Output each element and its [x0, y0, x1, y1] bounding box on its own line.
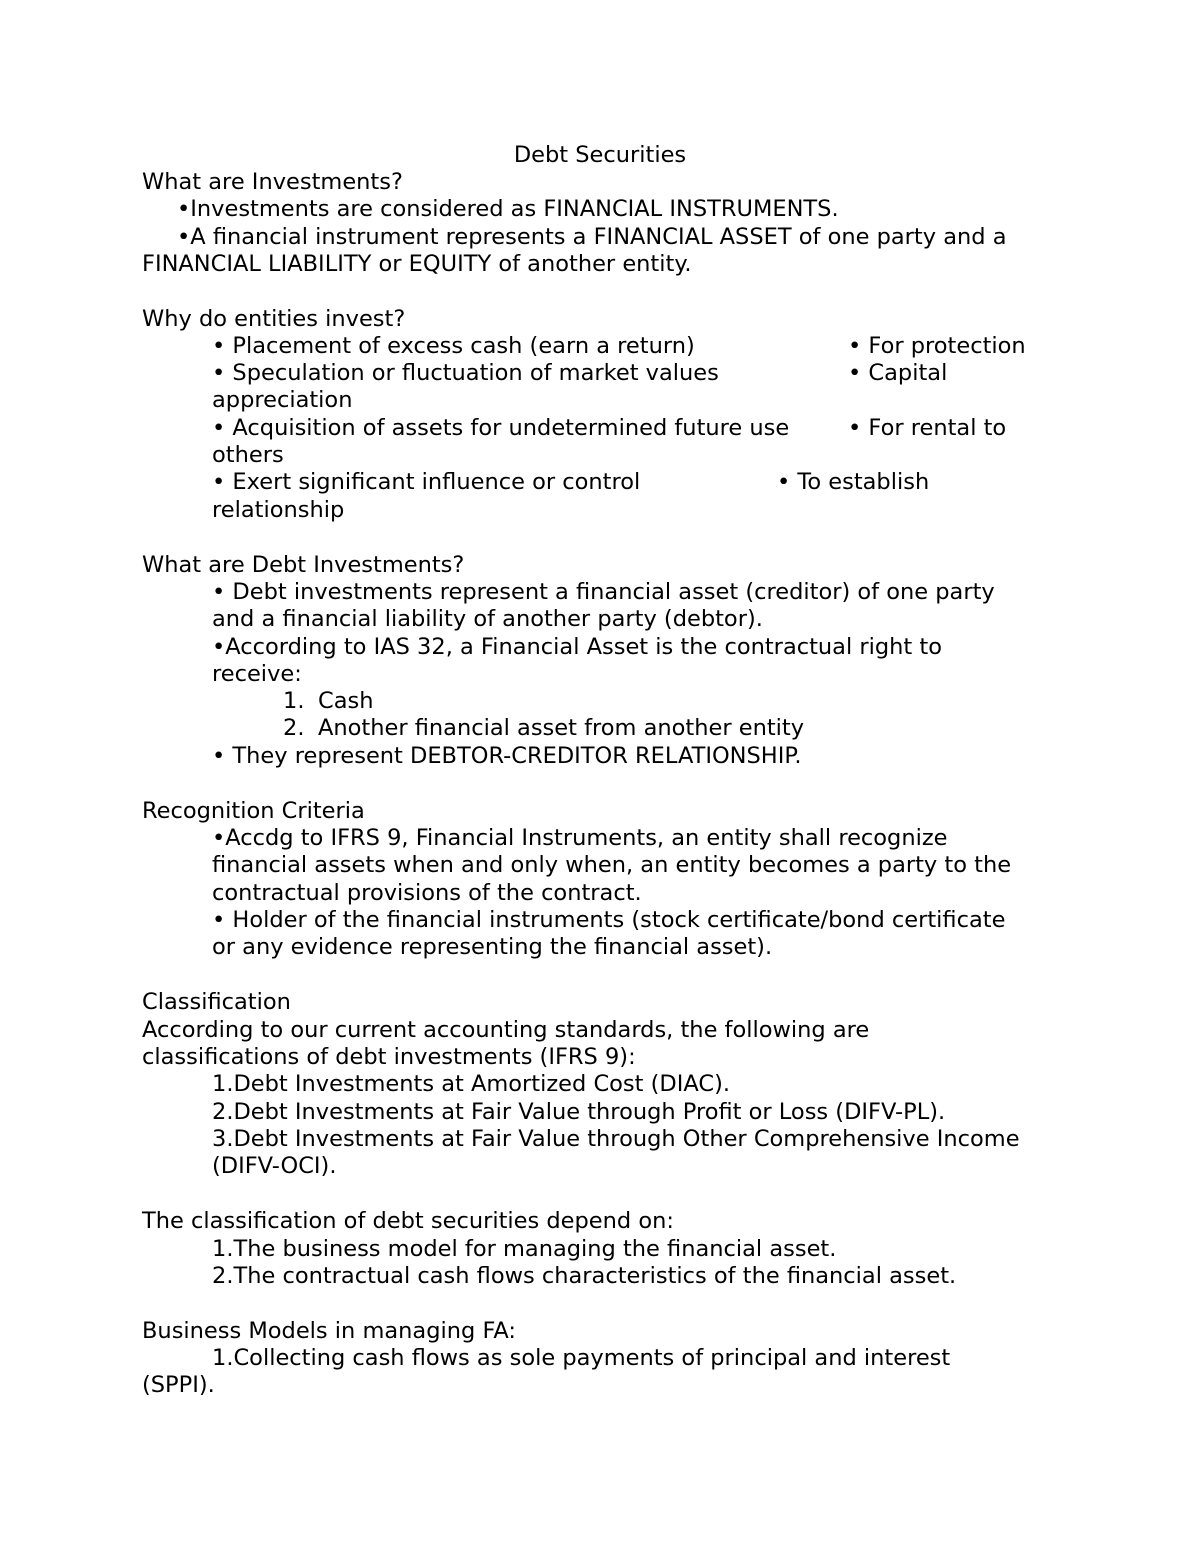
debt-bullet-1-line-2: and a financial liability of another party (debtor).	[212, 606, 763, 632]
section-heading-why-invest: Why do entities invest?	[142, 306, 406, 332]
section-heading-business-models: Business Models in managing FA:	[142, 1318, 516, 1344]
why-invest-reason-5: • Acquisition of assets for undetermined future use	[212, 415, 790, 441]
debt-list-number-2: 2.	[283, 715, 305, 741]
debt-list-number-1: 1.	[283, 688, 305, 714]
debt-list-item-1: Cash	[318, 688, 374, 714]
investments-bullet-1: •Investments are considered as FINANCIAL INSTRUMENTS.	[177, 196, 839, 222]
classification-item-3-line-2: (DIFV-OCI).	[212, 1153, 337, 1179]
business-models-item-1-line-2: (SPPI).	[142, 1372, 215, 1398]
recognition-bullet-1-line-3: contractual provisions of the contract.	[212, 880, 642, 906]
section-heading-recognition: Recognition Criteria	[142, 798, 365, 824]
debt-bullet-1-line-1: • Debt investments represent a financial asset (creditor) of one party	[212, 579, 995, 605]
section-heading-investments: What are Investments?	[142, 169, 403, 195]
recognition-bullet-1-line-1: •Accdg to IFRS 9, Financial Instruments, an entity shall recognize	[212, 825, 948, 851]
investments-bullet-2-line-1: •A financial instrument represents a FINANCIAL ASSET of one party and a	[177, 224, 1007, 250]
debt-bullet-3: • They represent DEBTOR-CREDITOR RELATIONSHIP.	[212, 743, 802, 769]
why-invest-reason-1: • Placement of excess cash (earn a return)	[212, 333, 695, 359]
recognition-bullet-2-line-2: or any evidence representing the financial asset).	[212, 934, 773, 960]
recognition-bullet-2-line-1: • Holder of the financial instruments (stock certificate/bond certificate	[212, 907, 1006, 933]
classification-item-3-line-1: 3.Debt Investments at Fair Value through Other Comprehensive Income	[212, 1126, 1020, 1152]
classification-intro-line-1: According to our current accounting standards, the following are	[142, 1017, 870, 1043]
investments-bullet-2-line-2: FINANCIAL LIABILITY or EQUITY of another entity.	[142, 251, 692, 277]
recognition-bullet-1-line-2: financial assets when and only when, an entity becomes a party to the	[212, 852, 1012, 878]
depends-item-2: 2.The contractual cash flows characteristics of the financial asset.	[212, 1263, 957, 1289]
section-heading-depends: The classification of debt securities depend on:	[142, 1208, 674, 1234]
why-invest-reason-4: • Capital	[848, 360, 948, 386]
why-invest-reason-8: • To establish	[777, 469, 930, 495]
why-invest-reason-7: • Exert significant influence or control	[212, 469, 641, 495]
why-invest-reason-4-cont: appreciation	[212, 387, 353, 413]
page-title: Debt Securities	[513, 142, 687, 168]
classification-item-2: 2.Debt Investments at Fair Value through Profit or Loss (DIFV-PL).	[212, 1099, 946, 1125]
section-heading-debt-investments: What are Debt Investments?	[142, 552, 465, 578]
debt-list-item-2: Another financial asset from another entity	[318, 715, 805, 741]
why-invest-reason-3: • Speculation or fluctuation of market values	[212, 360, 719, 386]
section-heading-classification: Classification	[142, 989, 291, 1015]
why-invest-reason-6-cont: others	[212, 442, 284, 468]
debt-bullet-2-line-2: receive:	[212, 661, 302, 687]
classification-intro-line-2: classifications of debt investments (IFRS 9):	[142, 1044, 636, 1070]
depends-item-1: 1.The business model for managing the financial asset.	[212, 1236, 837, 1262]
why-invest-reason-8-cont: relationship	[212, 497, 345, 523]
why-invest-reason-6: • For rental to	[848, 415, 1007, 441]
why-invest-reason-2: • For protection	[848, 333, 1026, 359]
classification-item-1: 1.Debt Investments at Amortized Cost (DIAC).	[212, 1071, 731, 1097]
debt-bullet-2-line-1: •According to IAS 32, a Financial Asset is the contractual right to	[212, 634, 942, 660]
business-models-item-1-line-1: 1.Collecting cash flows as sole payments of principal and interest	[212, 1345, 951, 1371]
